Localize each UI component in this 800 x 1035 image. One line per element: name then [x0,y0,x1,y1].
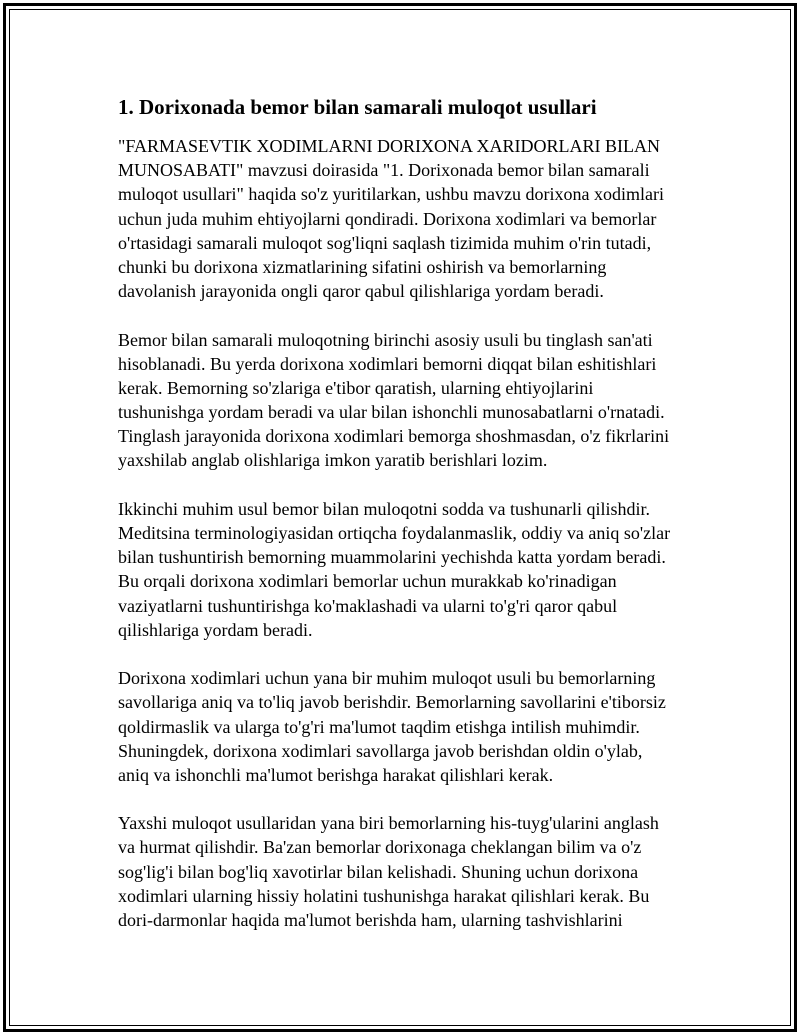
text-line: Bemor bilan samarali muloqotning birinchi asosiy usuli bu tinglash san'ati [118,329,653,350]
text-line: muloqot usullari" haqida so'z yuritilarkan, ushbu mavzu dorixona xodimlari [118,184,664,205]
text-line: "FARMASEVTIK XODIMLARNI DORIXONA XARIDORLARI BILAN [118,136,661,156]
text-line: qoldirmaslik va ularga to'g'ri ma'lumot taqdim etishga intilish muhimdir. [118,716,640,737]
text-line: Ikkinchi muhim usul bemor bilan muloqotni sodda va tushunarli qilishdir. [118,498,650,519]
text-line: va hurmat qilishdir. Ba'zan bemorlar dorixonaga cheklangan bilim va o'z [118,837,642,858]
text-line: Yaxshi muloqot usullaridan yana biri bemorlarning his-tuyg'ularini anglash [118,813,659,834]
document-body [118,94,718,956]
text-line: kerak. Bemorning so'zlariga e'tibor qaratish, ularning ehtiyojlarini [118,377,594,398]
body-paragraph [118,497,718,642]
body-paragraph [118,811,718,932]
text-line: Shuningdek, dorixona xodimlari savollarga javob berishdan oldin o'ylab, [118,740,643,761]
text-line: vaziyatlarni tushuntirishga ko'maklashadi va ularni to'g'ri qaror qabul [118,595,618,616]
text-line: aniq va ishonchli ma'lumot berishga harakat qilishlari kerak. [118,764,554,785]
text-line: chunki bu dorixona xizmatlarining sifatini oshirish va bemorlarning [118,256,607,277]
text-line: qilishlariga yordam beradi. [118,619,313,640]
section-heading: 1. Dorixonada bemor bilan samarali muloqot usullari [118,95,597,119]
text-line: tushunishga yordam beradi va ular bilan ishonchli munosabatlarni o'rnatadi. [118,402,665,423]
text-line: xodimlari ularning hissiy holatini tushunishga harakat qilishlari kerak. Bu [118,885,650,906]
text-line: yaxshilab anglab olishlariga imkon yaratib berishlari lozim. [118,450,548,471]
text-line: MUNOSABATI" mavzusi doirasida "1. Dorixonada bemor bilan samarali [118,160,650,181]
text-line: sog'lig'i bilan bog'liq xavotirlar bilan kelishadi. Shuning uchun dorixona [118,861,639,882]
text-line: Bu orqali dorixona xodimlari bemorlar uchun murakkab ko'rinadigan [118,571,617,592]
text-line: bilan tushuntirish bemorning muammolarini yechishda katta yordam beradi. [118,547,666,568]
text-line: dori-darmonlar haqida ma'lumot berishda ham, ularning tashvishlarini [118,910,623,930]
body-paragraph [118,666,718,787]
text-line: davolanish jarayonida ongli qaror qabul qilishlariga yordam beradi. [118,281,604,302]
text-line: Meditsina terminologiyasidan ortiqcha foydalanmaslik, oddiy va aniq so'zlar [118,523,671,543]
text-line: o'rtasidagi samarali muloqot sog'liqni saqlash tizimida muhim o'rin tutadi, [118,232,652,253]
body-paragraph [118,134,718,303]
body-paragraph [118,328,718,473]
text-line: Dorixona xodimlari uchun yana bir muhim muloqot usuli bu bemorlarning [118,668,656,689]
text-line: uchun juda muhim ehtiyojlarni qondiradi. Dorixona xodimlari va bemorlar [118,208,657,229]
text-line: savollariga aniq va to'liq javob berishdir. Bemorlarning savollarini e'tiborsiz [118,692,666,713]
text-line: hisoblanadi. Bu yerda dorixona xodimlari bemorni diqqat bilan eshitishlari [118,353,657,374]
text-line: Tinglash jarayonida dorixona xodimlari bemorga shoshmasdan, o'z fikrlarini [118,426,670,447]
